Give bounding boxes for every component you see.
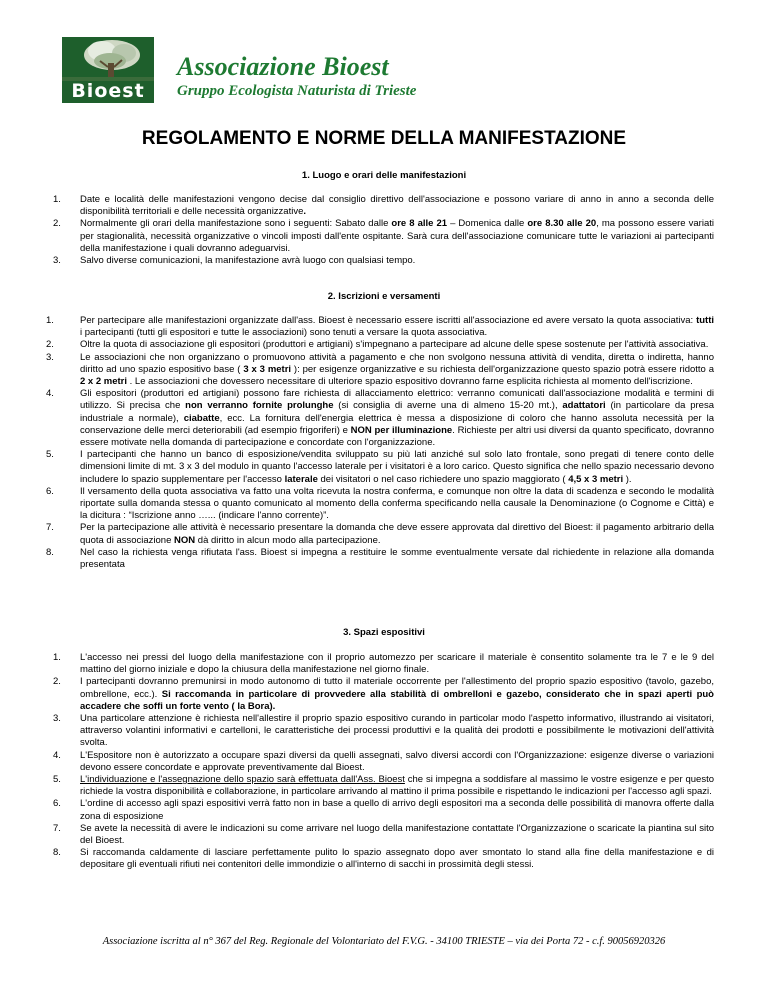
list-item (0, 823, 714, 847)
section-1-list (0, 194, 714, 267)
item-text: ciabatte (183, 412, 220, 424)
item-text: , ma possono essere variati per stagionalità, necessità organizzative o vincoli imposti dall'ente ospitante. Sarà cura dell'associazione comunicare tutte le variazioni ai partecipanti della manifestazione i quali dovranno adeguarvisi. (80, 218, 714, 254)
item-text: L'Espositore non è autorizzato a occupare spazi diversi da quelli assegnati, salvo diversi accordi con l'Organizzazione: esigenze diverse o variazioni devono essere concordate e approvate preventivamente dal Bioest. (80, 749, 714, 773)
item-text: L'ordine di accesso agli spazi espositivi verrà fatto non in base a quello di arrivo degli espositori ma a seconda delle possibilità di manovra offerte dalla zona di esposizione (80, 798, 714, 822)
list-item (0, 713, 714, 750)
item-number: 7. (46, 522, 54, 534)
list-item (0, 750, 714, 774)
item-text: NON per illuminazione (350, 424, 453, 436)
bioest-logo (62, 37, 154, 103)
list-item (0, 315, 714, 339)
item-text: I partecipanti che hanno un banco di esposizione/vendita sviluppato su più lati anziché sul solo lato frontale, sono pregati di tenere conto delle dimensioni limite di mt. 3 x 3 del modulo in quanto l'accesso laterale per i visitatori è a loro carico. Questo significa che nello spazio necessario devono includere lo spazio supplementare per l'accesso (80, 449, 714, 485)
document-title: REGOLAMENTO E NORME DELLA MANIFESTAZIONE (141, 128, 627, 149)
item-text: Una particolare attenzione è richiesta nell'allestire il proprio spazio espositivo curando in particolar modo l'aspetto informativo, illustrando ai visitatori, attraverso volantini informativi e cartelloni, le caratteristiche dei processi produttivi e la qualità dei prodotti e possibilmente le motivazioni dell'attività svolta. (80, 713, 714, 749)
section-title: 3. Spazi espositivi (343, 627, 425, 638)
item-text: NON (174, 534, 196, 546)
item-text: tutti (696, 315, 714, 326)
item-text: Se avete la necessità di avere le indicazioni su come arrivare nel luogo della manifestazione contattate l'Organizzazione o scaricate la piantina sul sito del Bioest. (80, 822, 714, 847)
item-number: 1. (46, 315, 54, 326)
item-text: 4,5 x 3 metri (568, 473, 624, 485)
list-item (0, 388, 714, 449)
item-number: 8. (53, 847, 61, 859)
item-number: 3. (53, 255, 61, 267)
list-item (0, 352, 714, 389)
list-item (0, 194, 714, 218)
item-number: 1. (53, 194, 61, 205)
org-name: Associazione Bioest (177, 52, 389, 81)
item-number: 2. (53, 676, 61, 688)
item-text: dei visitatori o nel caso richiedere uno spazio maggiorato ( (317, 473, 569, 485)
item-text: Le associazioni che non organizzano o promuovono attività a pagamento e che non svolgono nessuna attività di vendita, diretta o indiretta, hanno diritto ad uno spazio espositivo base ( (80, 351, 714, 375)
item-text: Per la partecipazione alle attività è necessario presentare la domanda che deve essere approvata dal direttivo del Bioest: il pagamento arbitrario della quota di associazione (80, 522, 714, 546)
item-text: Si raccomanda caldamente di lasciare perfettamente pulito lo spazio assegnato dopo aver smontato lo stand alla fine della manifestazione e di depositare gli eventuali rifiuti nei contenitori delle immondizie o all'interno di sacchi in prossimità degli stessi. (80, 847, 714, 871)
item-number: 4. (46, 388, 54, 400)
item-number: 4. (53, 749, 61, 761)
item-text: non verranno fornite prolunghe (185, 400, 334, 412)
list-item (0, 486, 714, 523)
item-number: 5. (46, 449, 54, 461)
item-text: . Richieste per altri usi diversi da quanto specificato, dovranno essere motivate nella domanda di partecipazione e concordate con l'organizzazione. (80, 424, 714, 449)
item-text: i partecipanti (tutti gli espositori e tutte le associazioni) sono tenuti a versare la quota associativa. (80, 327, 488, 339)
section-title: 2. Iscrizioni e versamenti (327, 291, 441, 302)
list-item (0, 676, 714, 713)
item-text: che si impegna a soddisfare al massimo le vostre esigenze e per questo richiede la vostra disponibilità e collaborazione, in particolare arrivando al mattino il prima possibile e rispettando le indicazioni per l'accesso agli spazi. (80, 774, 714, 798)
item-text: Normalmente gli orari della manifestazione sono i seguenti: Sabato dalle (80, 218, 392, 230)
tree-icon (62, 37, 154, 81)
item-text: L'accesso nei pressi del luogo della manifestazione con il proprio automezzo per scaricare il materiale è consentito solamente tra le 7 e le 9 del mattino del giorno iniziale e dopo la chiusura della manifestazione nel giorno finale. (80, 652, 714, 676)
item-text: Nel caso la richiesta venga rifiutata l'ass. Bioest si impegna a restituire le somme eventualmente versate dal richiedente in relazione alla domanda presentata (80, 546, 714, 571)
item-text: , ecc. La fornitura dell'energia elettrica è messa a disposizione di coloro che hanno assoluta necessità per la conservazione delle merci deteriorabili (ad esempio frigoriferi) e (80, 412, 714, 436)
org-subtitle: Gruppo Ecologista Naturista di Trieste (177, 83, 417, 99)
item-number: 2. (46, 339, 54, 351)
item-text: Il versamento della quota associativa va fatto una volta ricevuta la nostra conferma, e comunque non oltre la data di scadenza e secondo le modalità riportate sulla domanda stessa o quanto comunicato al momento della conferma specificando nella causale la Denominazione (o Cognome e Città) e la dicitura : “Iscrizione anno …... (indicare l'anno corrente)”. (80, 485, 714, 522)
item-text: – Domenica dalle (447, 218, 528, 230)
item-text: ). (623, 473, 632, 485)
item-number: 6. (53, 798, 61, 810)
list-item (0, 255, 714, 267)
item-text: Salvo diverse comunicazioni, la manifestazione avrà luogo con qualsiasi tempo. (80, 255, 416, 267)
item-text: (in particolare da presa industriale a normale), (80, 400, 714, 424)
list-item (0, 449, 714, 486)
list-item (0, 522, 714, 546)
list-item (0, 218, 714, 255)
item-number: 5. (53, 774, 61, 786)
item-text: ore 8.30 alle 20 (527, 218, 597, 230)
item-text: 2 x 2 metri (80, 376, 127, 388)
item-number: 2. (53, 218, 61, 230)
item-number: 6. (46, 485, 54, 497)
list-item (0, 847, 714, 871)
item-text: L'individuazione e l'assegnazione dello spazio sarà effettuata dall'Ass. Bioest (80, 774, 405, 786)
item-number: 8. (46, 546, 54, 558)
item-text: ore 8 alle 21 (391, 218, 448, 230)
item-text: Si raccomanda in particolare di provvedere alla stabilità di ombrelloni e gazebo, considerato che in spazi aperti può accadere che soffi un forte vento ( la Bora). (80, 688, 714, 712)
item-text: laterale (284, 473, 318, 485)
item-text: I partecipanti dovranno premunirsi in modo autonomo di tutto il materiale occorrente per l'allestimento del proprio spazio espositivo (tavolo, gazebo, ombrellone, ecc.). (80, 676, 714, 700)
section-3-list (0, 652, 714, 872)
list-item (0, 652, 714, 676)
item-text: ): per esigenze organizzative e su richiesta dell'organizzazione questo spazio potrà essere ridotto a (291, 363, 714, 375)
item-text: Oltre la quota di associazione gli espositori (produttori e artigiani) s'impegnano a partecipare ad alcune delle spese sostenute per l'attività associativa. (80, 339, 709, 351)
item-text: . Le associazioni che dovessero necessitare di ulteriore spazio espositivo dovranno farne esplicita richiesta al momento dell'iscrizione. (127, 376, 693, 388)
item-text: Gli espositori (produttori ed artigiani) possono fare richiesta di allacciamento elettrico: verranno comunicati dall'associazione modalità e termini di utilizzo. Si precisa che (80, 388, 714, 412)
item-number: 3. (46, 351, 54, 363)
section-2-list (0, 315, 714, 571)
item-number: 1. (53, 652, 61, 663)
logo-text: Bioest (71, 80, 145, 102)
section-title: 1. Luogo e orari delle manifestazioni (301, 170, 467, 181)
list-item (0, 339, 714, 351)
list-item (0, 547, 714, 571)
list-item (0, 798, 714, 822)
item-text: Per partecipare alle manifestazioni organizzate dall'ass. Bioest è necessario essere iscritti all'associazione ed avere versato la quota associativa: (80, 315, 697, 326)
footer-note: Associazione iscritta al n° 367 del Reg. Regionale del Volontariato del F.V.G. - 34100 TRIESTE – via dei Porta 72 - c.f. 90056920326 (102, 936, 666, 947)
item-text: 3 x 3 metri (243, 363, 292, 375)
item-text: dà diritto in alcun modo alla partecipazione. (195, 534, 381, 546)
item-text: (si consiglia di averne una di almeno 15-20 mt.), (333, 400, 563, 412)
item-text: . (303, 206, 307, 218)
item-number: 7. (53, 822, 61, 834)
item-text: adattatori (562, 400, 606, 412)
item-number: 3. (53, 713, 61, 725)
item-text: Date e località delle manifestazioni vengono decise dal consiglio direttivo dell'associazione e possono variare di anno in anno a seconda delle disponibilità territoriali e delle necessità organizzative (80, 194, 714, 218)
list-item (0, 774, 714, 798)
